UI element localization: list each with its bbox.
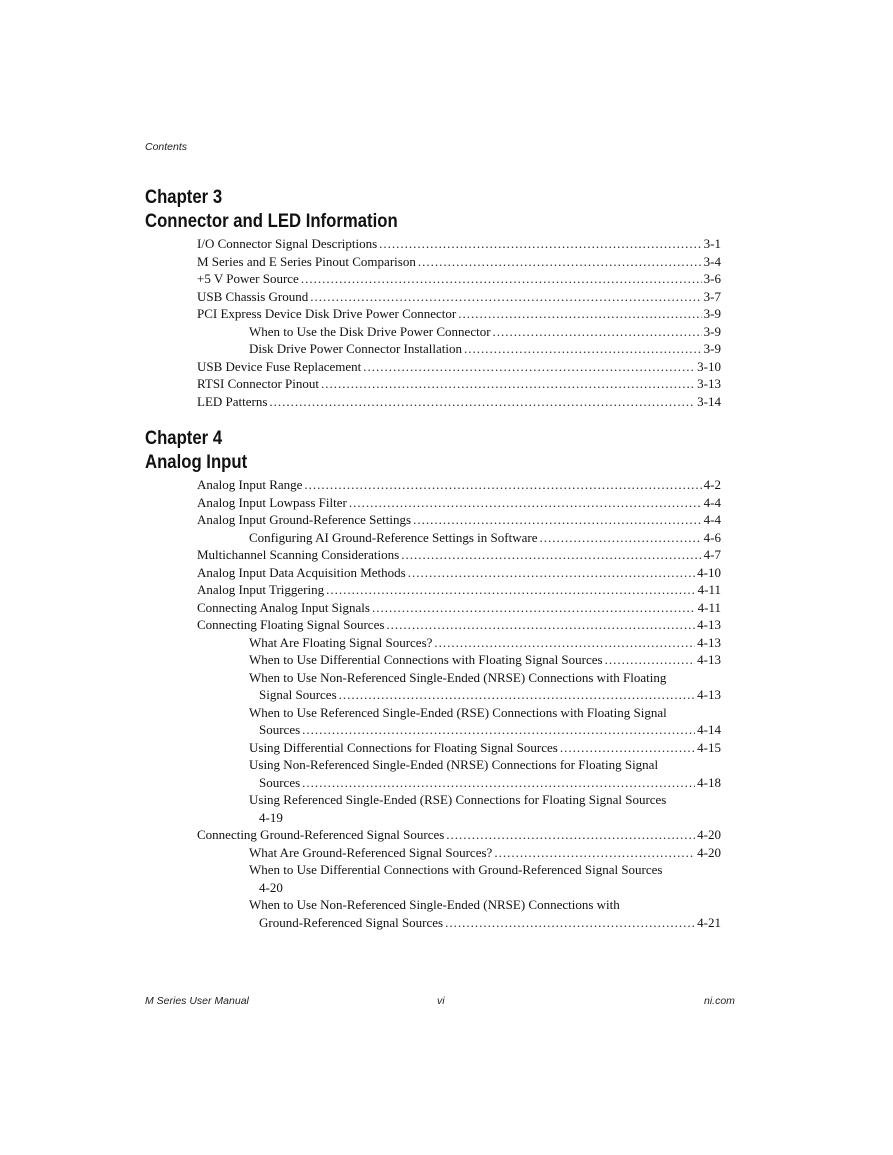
toc-entry-text: PCI Express Device Disk Drive Power Connector [197,306,457,321]
toc-entry-page: 3-13 [697,376,721,391]
toc-entry[interactable] [197,235,721,253]
toc-entry-text: USB Device Fuse Replacement [197,358,362,374]
toc-entry-text: When to Use Non-Referenced Single-Ended (NRSE) Connections with [249,897,620,912]
dot-leader [301,270,702,288]
toc-entry[interactable] [197,826,721,844]
toc-entry-text: Multichannel Scanning Considerations [197,547,400,562]
toc-entry-page: 4-2 [703,477,721,492]
toc-entry[interactable] [197,511,721,529]
toc-entry-page: 3-10 [697,358,721,374]
toc-subentry[interactable] [197,529,721,547]
toc-entry-page: 4-14 [697,722,721,737]
dot-leader [326,581,696,599]
toc-entry-text: I/O Connector Signal Descriptions [197,236,378,251]
toc-entry-text: When to Use the Disk Drive Power Connector [249,323,491,339]
chapter-4-title: Analog Input [145,452,248,473]
toc-entry-text: Analog Input Ground-Reference Settings [197,512,412,527]
toc-entry[interactable] [197,270,721,288]
toc-entry-text-continued: Sources [259,774,301,790]
dot-leader [458,305,701,323]
dot-leader [493,323,702,341]
footer-website-link[interactable]: ni.com [704,995,735,1007]
toc-entry-text: When to Use Referenced Single-Ended (RSE) Connections with Floating Signal [249,704,667,720]
toc-entry[interactable] [197,494,721,512]
toc-entry[interactable] [197,253,721,271]
toc-entry-page: 4-4 [703,512,721,527]
dot-leader [310,288,701,306]
toc-entry-page: 3-9 [703,341,721,356]
dot-leader [560,739,695,757]
dot-leader [339,686,696,704]
toc-entry[interactable] [197,581,721,599]
toc-entry[interactable] [197,375,721,393]
dot-leader [605,651,696,669]
toc-entry[interactable] [197,564,721,582]
toc-entry[interactable] [197,393,721,411]
footer-manual-title: M Series User Manual [145,995,249,1007]
toc-subentry[interactable] [197,651,721,669]
toc-entry-text: Using Referenced Single-Ended (RSE) Connections for Floating Signal Sources [249,792,667,807]
toc-entry-text: Connecting Ground-Referenced Signal Sources [197,827,445,842]
toc-subentry-wrapped[interactable] [197,704,721,739]
chapter-3-toc [197,235,721,410]
dot-leader [269,393,695,411]
toc-entry-page: 4-11 [697,582,721,597]
toc-entry-text: Configuring AI Ground-Reference Settings in Software [249,529,538,545]
toc-entry[interactable] [197,305,721,323]
dot-leader [372,599,696,617]
dot-leader [464,340,702,358]
toc-entry-text: LED Patterns [197,393,268,409]
toc-entry-page: 4-13 [697,634,721,650]
chapter-4-label: Chapter 4 [145,428,223,449]
toc-entry-text: When to Use Non-Referenced Single-Ended (NRSE) Connections with Floating [249,669,667,685]
toc-entry-page: 3-9 [703,306,721,321]
toc-entry-page: 4-18 [697,774,721,790]
toc-entry[interactable] [197,288,721,306]
toc-entry-page: 4-13 [697,617,721,632]
chapter-3-title: Connector and LED Information [145,211,398,232]
toc-subentry-wrapped[interactable] [197,861,721,896]
chapter-3-label: Chapter 3 [145,187,223,208]
toc-entry-text: Using Non-Referenced Single-Ended (NRSE) Connections for Floating Signal [249,757,659,772]
toc-subentry-wrapped[interactable] [197,791,721,826]
toc-entry-text: RTSI Connector Pinout [197,376,319,391]
toc-entry[interactable] [197,476,721,494]
toc-entry[interactable] [197,599,721,617]
toc-subentry-wrapped[interactable] [197,896,721,931]
toc-entry-page: 4-13 [697,652,721,667]
dot-leader [349,494,702,512]
toc-subentry-wrapped[interactable] [197,669,721,704]
toc-entry-page: 3-6 [703,271,721,286]
toc-subentry[interactable] [197,739,721,757]
toc-entry-page: 4-19 [259,809,283,825]
toc-entry-text: Connecting Floating Signal Sources [197,617,385,632]
toc-subentry[interactable] [197,844,721,862]
dot-leader [418,253,702,271]
footer-page-number: vi [437,995,445,1007]
dot-leader [434,634,695,652]
toc-entry-page: 4-20 [259,879,283,895]
dot-leader [494,844,695,862]
toc-entry-page: 3-7 [703,288,721,304]
toc-entry-text: Analog Input Data Acquisition Methods [197,564,406,580]
toc-entry-text: Disk Drive Power Connector Installation [249,341,463,356]
dot-leader [302,774,695,792]
dot-leader [401,546,701,564]
toc-entry-page: 3-14 [697,393,721,409]
toc-subentry[interactable] [197,634,721,652]
toc-entry-text: Analog Input Lowpass Filter [197,494,347,510]
toc-subentry[interactable] [197,323,721,341]
dot-leader [321,375,695,393]
dot-leader [379,235,701,253]
toc-entry-page: 4-4 [703,494,721,510]
toc-entry-text-continued: Signal Sources [259,687,337,702]
dot-leader [363,358,695,376]
dot-leader [539,529,701,547]
toc-entry-page: 4-15 [697,739,721,755]
toc-entry-page: 4-7 [703,547,721,562]
toc-entry-page: 4-6 [703,529,721,545]
toc-entry-text-continued: Ground-Referenced Signal Sources [259,914,444,930]
toc-entry-page: 4-11 [697,599,721,615]
toc-entry-page: 4-21 [697,914,721,930]
toc-entry[interactable] [197,616,721,634]
chapter-4-heading [145,427,261,475]
toc-entry-text: Connecting Analog Input Signals [197,599,370,615]
toc-entry-page: 4-13 [697,687,721,702]
toc-entry-page: 4-20 [697,827,721,842]
dot-leader [386,616,695,634]
dot-leader [304,476,701,494]
toc-entry-text: Analog Input Triggering [197,582,325,597]
toc-entry-text: When to Use Differential Connections with Floating Signal Sources [249,652,603,667]
chapter-4-toc [197,476,721,931]
dot-leader [446,826,695,844]
toc-entry-text: Analog Input Range [197,477,303,492]
toc-entry-text: What Are Ground-Referenced Signal Sources? [249,844,493,860]
toc-entry-text-continued: Sources [259,722,301,737]
toc-entry-page: 4-20 [697,844,721,860]
toc-entry-text: When to Use Differential Connections with Ground-Referenced Signal Sources [249,862,663,877]
toc-entry-page: 4-10 [697,564,721,580]
toc-entry-text: +5 V Power Source [197,271,299,286]
toc-entry[interactable] [197,546,721,564]
running-head: Contents [145,141,188,153]
toc-subentry[interactable] [197,340,721,358]
toc-entry-page: 3-4 [703,253,721,269]
chapter-3-heading [145,186,432,234]
toc-entry-text: Using Differential Connections for Floating Signal Sources [249,739,558,755]
toc-entry-page: 3-1 [703,236,721,251]
dot-leader [302,721,695,739]
toc-entry-text: What Are Floating Signal Sources? [249,634,433,650]
dot-leader [445,914,695,932]
toc-subentry-wrapped[interactable] [197,756,721,791]
toc-entry-text: M Series and E Series Pinout Comparison [197,253,416,269]
toc-entry[interactable] [197,358,721,376]
dot-leader [408,564,695,582]
toc-entry-page: 3-9 [703,323,721,339]
dot-leader [413,511,702,529]
toc-entry-text: USB Chassis Ground [197,288,309,304]
